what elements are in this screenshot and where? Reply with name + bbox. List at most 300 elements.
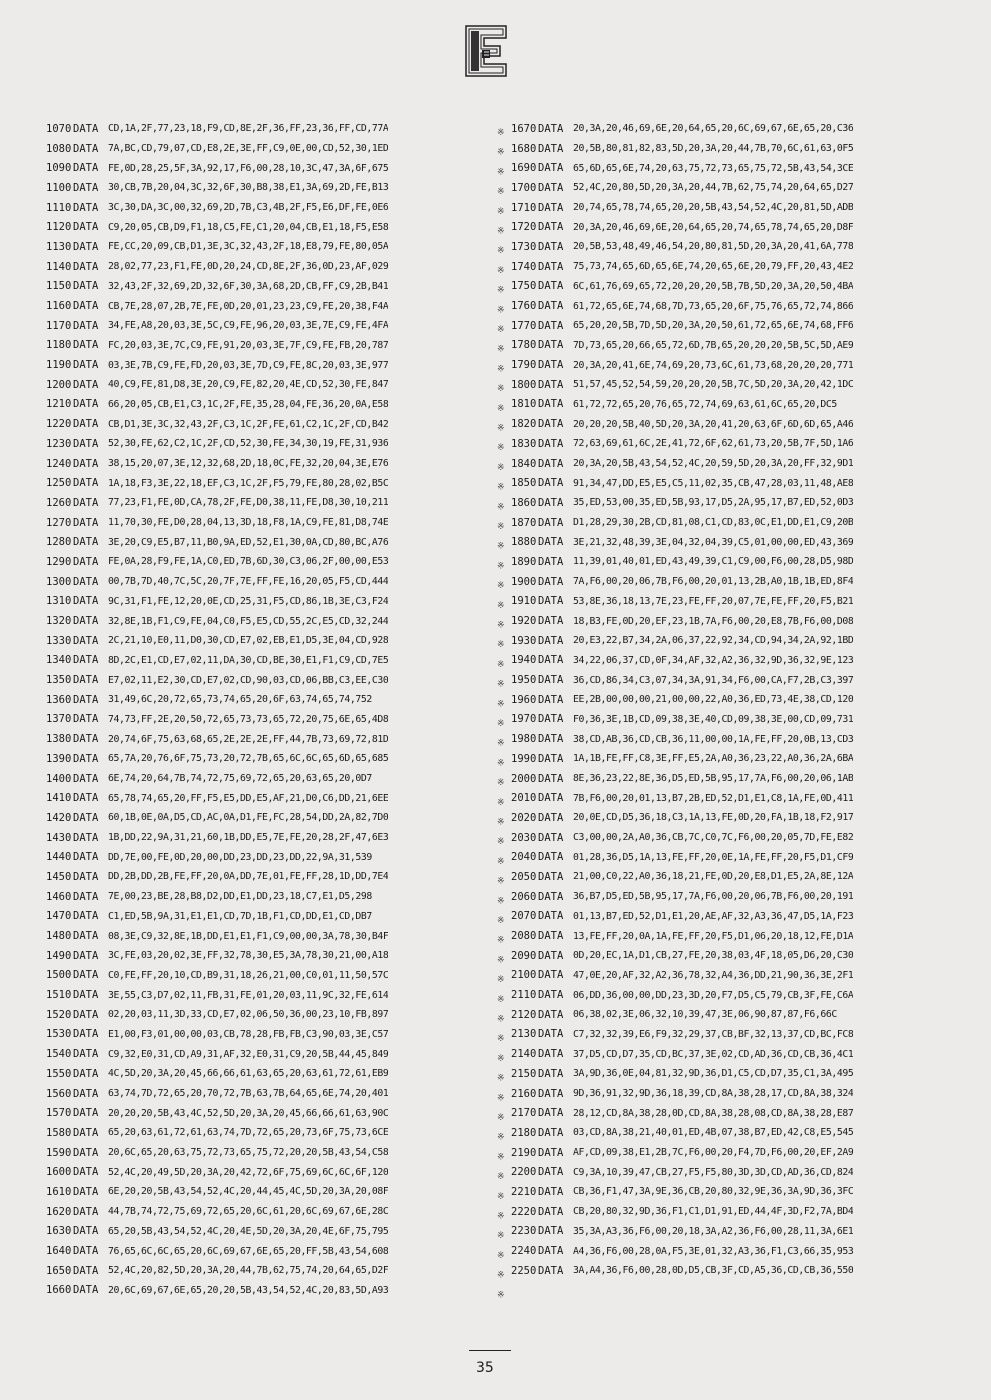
left-listing-column [46,119,490,1300]
data-keyword: DATA [73,1166,99,1179]
data-keyword: DATA [538,398,564,411]
data-line [46,1123,490,1143]
separator-mark: ※ [497,226,505,237]
line-number: 1530 [46,1028,72,1041]
separator-mark: ※ [497,659,505,670]
separator-mark: ※ [497,344,505,355]
data-keyword: DATA [73,1067,99,1080]
data-line [46,237,490,257]
line-number: 2010 [511,792,537,805]
data-keyword: DATA [538,1146,564,1159]
data-keyword: DATA [73,142,99,155]
hex-values: 6C,61,76,69,65,72,20,20,20,5B,7B,5D,20,3A,20,50,4BA [573,280,854,292]
data-line [511,257,971,277]
line-number: 1250 [46,477,72,490]
hex-values: DD,2B,DD,2B,FE,FF,20,0A,DD,7E,01,FE,FF,28,1D,DD,7E4 [108,871,389,883]
hex-values: 7A,F6,00,20,06,7B,F6,00,20,01,13,2B,A0,1B,1B,ED,8F4 [573,576,854,588]
separator-mark: ※ [497,285,505,296]
hex-values: 75,73,74,65,6D,65,6E,74,20,65,6E,20,79,FF,20,43,4E2 [573,261,854,273]
data-keyword: DATA [73,870,99,883]
hex-values: AF,CD,09,38,E1,2B,7C,F6,00,20,F4,7D,F6,00,20,EF,2A9 [573,1147,854,1159]
line-number: 2250 [511,1264,537,1277]
hex-values: 60,1B,0E,0A,D5,CD,AC,0A,D1,FE,FC,28,54,DD,2A,82,7D0 [108,812,389,824]
right-listing-column [511,119,971,1281]
line-number: 2240 [511,1245,537,1258]
data-line [511,237,971,257]
data-line [46,1222,490,1242]
hex-values: 38,15,20,07,3E,12,32,68,2D,18,0C,FE,32,20,04,3E,E76 [108,458,389,470]
data-line [46,651,490,671]
data-keyword: DATA [538,713,564,726]
hex-values: FE,0D,28,25,5F,3A,92,17,F6,00,28,10,3C,47,3A,6F,675 [108,162,389,174]
data-keyword: DATA [73,1264,99,1277]
data-line [46,1044,490,1064]
line-number: 1490 [46,949,72,962]
data-line [46,1005,490,1025]
data-line [511,611,971,631]
hex-values: 20,6C,65,20,63,75,72,73,65,75,72,20,20,5B,43,54,C58 [108,1147,389,1159]
hex-values: 7E,00,23,BE,28,B8,D2,DD,E1,DD,23,18,C7,E1,D5,298 [108,891,372,903]
hex-values: 3E,21,32,48,39,3E,04,32,04,39,C5,01,00,00,ED,43,369 [573,536,854,548]
hex-values: E7,02,11,E2,30,CD,E7,02,CD,90,03,CD,06,BB,C3,EE,C30 [108,674,389,686]
data-keyword: DATA [538,989,564,1002]
line-number: 1550 [46,1067,72,1080]
data-line [511,769,971,789]
hex-values: 20,E3,22,B7,34,2A,06,37,22,92,34,CD,94,34,2A,92,1BD [573,635,854,647]
data-keyword: DATA [538,280,564,293]
separator-mark: ※ [497,817,505,828]
data-keyword: DATA [538,378,564,391]
hex-values: 20,74,6F,75,63,68,65,2E,2E,2E,FF,44,7B,73,69,72,81D [108,733,389,745]
data-keyword: DATA [538,674,564,687]
separator-mark: ※ [497,1113,505,1123]
hex-values: 36,B7,D5,ED,5B,95,17,7A,F6,00,20,06,7B,F6,00,20,191 [573,891,854,903]
data-line [46,690,490,710]
data-keyword: DATA [538,575,564,588]
data-keyword: DATA [538,969,564,982]
hex-values: 02,20,03,11,3D,33,CD,E7,02,06,50,36,00,23,10,FB,897 [108,1009,389,1021]
separator-mark: ※ [497,305,505,316]
line-number: 1880 [511,536,537,549]
line-number: 1410 [46,792,72,805]
line-number: 1640 [46,1245,72,1258]
hex-values: CB,7E,28,07,2B,7E,FE,0D,20,01,23,23,C9,FE,20,38,F4A [108,300,389,312]
hex-values: 9D,36,91,32,9D,36,18,39,CD,8A,38,28,17,CD,8A,38,324 [573,1088,854,1100]
hex-values: 6E,20,20,5B,43,54,52,4C,20,44,45,4C,5D,20,3A,20,08F [108,1186,389,1198]
separator-mark: ※ [497,206,505,217]
hex-values: FC,20,03,3E,7C,C9,FE,91,20,03,3E,7F,C9,FE,FB,20,787 [108,339,389,351]
hex-values: 34,22,06,37,CD,0F,34,AF,32,A2,36,32,9D,36,32,9E,123 [573,654,854,666]
hex-values: 03,CD,8A,38,21,40,01,ED,4B,07,38,B7,ED,42,C8,E5,545 [573,1127,854,1139]
data-line [46,1281,490,1301]
hex-values: CB,D1,3E,3C,32,43,2F,C3,1C,2F,FE,61,C2,1C,2F,CD,B42 [108,418,389,430]
hex-values: 8E,36,23,22,8E,36,D5,ED,5B,95,17,7A,F6,00,20,06,1AB [573,773,854,785]
line-number: 1330 [46,634,72,647]
hex-values: 3A,9D,36,0E,04,81,32,9D,36,D1,C5,CD,D7,35,C1,3A,495 [573,1068,854,1080]
data-line [46,336,490,356]
hex-values: 01,13,B7,ED,52,D1,E1,20,AE,AF,32,A3,36,47,D5,1A,F23 [573,910,854,922]
line-number: 1700 [511,181,537,194]
line-number: 1080 [46,142,72,155]
data-line [511,729,971,749]
hex-values: E1,00,F3,01,00,00,03,CB,78,28,FB,FB,C3,90,03,3E,C57 [108,1028,389,1040]
data-keyword: DATA [538,1048,564,1061]
data-keyword: DATA [538,457,564,470]
hex-values: C9,3A,10,39,47,CB,27,F5,F5,80,3D,3D,CD,AD,36,CD,824 [573,1166,854,1178]
hex-values: 37,D5,CD,D7,35,CD,BC,37,3E,02,CD,AD,36,CD,CB,36,4C1 [573,1048,854,1060]
data-line [46,788,490,808]
separator-mark: ※ [497,443,505,454]
separator-mark: ※ [497,541,505,552]
line-number: 1210 [46,398,72,411]
data-line [511,1084,971,1104]
data-keyword: DATA [538,910,564,923]
line-number: 1440 [46,851,72,864]
line-number: 1870 [511,516,537,529]
data-line [511,375,971,395]
line-number: 1120 [46,221,72,234]
separator-mark: ※ [497,1132,505,1143]
data-keyword: DATA [73,1008,99,1021]
data-line [511,414,971,434]
line-number: 1740 [511,260,537,273]
data-keyword: DATA [538,260,564,273]
data-keyword: DATA [538,1245,564,1258]
hex-values: 20,20,20,5B,40,5D,20,3A,20,41,20,63,6F,6D,6D,65,A46 [573,418,854,430]
hex-values: 0D,20,EC,1A,D1,CB,27,FE,20,38,03,4F,18,05,D6,20,C30 [573,950,854,962]
hex-values: 65,20,20,5B,7D,5D,20,3A,20,50,61,72,65,6E,74,68,FF6 [573,320,854,332]
hex-values: 8D,2C,E1,CD,E7,02,11,DA,30,CD,BE,30,E1,F1,C9,CD,7E5 [108,654,389,666]
hex-values: 06,DD,36,00,00,DD,23,3D,20,F7,D5,C5,79,CB,3F,FE,C6A [573,989,854,1001]
data-line [511,1025,971,1045]
separator-mark: ※ [497,561,505,572]
data-line [46,1261,490,1281]
line-number: 1070 [46,122,72,135]
data-line [511,532,971,552]
data-line [511,788,971,808]
data-line [46,926,490,946]
data-keyword: DATA [73,398,99,411]
data-keyword: DATA [73,1087,99,1100]
data-line [511,572,971,592]
data-keyword: DATA [73,536,99,549]
data-keyword: DATA [73,1205,99,1218]
hex-values: 9C,31,F1,FE,12,20,0E,CD,25,31,F5,CD,86,1B,3E,C3,F24 [108,595,389,607]
data-line [511,316,971,336]
data-keyword: DATA [538,654,564,667]
hex-values: 91,34,47,DD,E5,E5,C5,11,02,35,CB,47,28,03,11,48,AE8 [573,477,854,489]
line-number: 1760 [511,300,537,313]
separator-mark: ※ [497,994,505,1005]
hex-values: 52,4C,20,82,5D,20,3A,20,44,7B,62,75,74,20,64,65,D2F [108,1265,389,1277]
data-line [46,434,490,454]
data-keyword: DATA [73,733,99,746]
line-number: 2120 [511,1008,537,1021]
line-number: 1780 [511,339,537,352]
separator-mark: ※ [497,1270,505,1281]
data-line [511,985,971,1005]
separator-mark: ※ [497,364,505,375]
line-number: 1610 [46,1185,72,1198]
separator-mark: ※ [497,1290,505,1301]
hex-values: 20,6C,69,67,6E,65,20,20,5B,43,54,52,4C,20,83,5D,A93 [108,1284,389,1296]
line-number: 1930 [511,634,537,647]
data-keyword: DATA [538,339,564,352]
data-line [511,1103,971,1123]
data-line [511,1064,971,1084]
hex-values: 34,FE,A8,20,03,3E,5C,C9,FE,96,20,03,3E,7E,C9,FE,4FA [108,320,389,332]
data-line [511,1241,971,1261]
line-number: 1690 [511,162,537,175]
data-keyword: DATA [73,516,99,529]
data-line [46,454,490,474]
hex-values: C9,32,E0,31,CD,A9,31,AF,32,E0,31,C9,20,5B,44,45,849 [108,1048,389,1060]
line-number: 1100 [46,181,72,194]
data-line [511,651,971,671]
line-number: 2150 [511,1067,537,1080]
line-number: 1500 [46,969,72,982]
hex-values: 35,ED,53,00,35,ED,5B,93,17,D5,2A,95,17,B7,ED,52,0D3 [573,497,854,509]
line-number: 1540 [46,1048,72,1061]
data-line [511,631,971,651]
hex-values: 3E,20,C9,E5,B7,11,B0,9A,ED,52,E1,30,0A,CD,80,BC,A76 [108,536,389,548]
line-number: 1260 [46,496,72,509]
data-keyword: DATA [73,634,99,647]
hex-values: C9,20,05,CB,D9,F1,18,C5,FE,C1,20,04,CB,E1,18,F5,E58 [108,221,389,233]
separator-mark: ※ [497,462,505,473]
data-keyword: DATA [538,162,564,175]
data-line [46,966,490,986]
separator-mark: ※ [497,147,505,158]
hex-values: 13,FE,FF,20,0A,1A,FE,FF,20,F5,D1,06,20,18,12,FE,D1A [573,930,854,942]
data-keyword: DATA [73,713,99,726]
separator-mark: ※ [497,640,505,651]
data-line [46,867,490,887]
data-keyword: DATA [73,437,99,450]
data-keyword: DATA [538,693,564,706]
line-number: 1900 [511,575,537,588]
separator-mark: ※ [497,581,505,592]
data-keyword: DATA [73,122,99,135]
line-number: 1920 [511,615,537,628]
data-line [511,139,971,159]
data-keyword: DATA [538,949,564,962]
hex-values: 47,0E,20,AF,32,A2,36,78,32,A4,36,DD,21,90,36,3E,2F1 [573,969,854,981]
hex-values: 72,63,69,61,6C,2E,41,72,6F,62,61,73,20,5B,7F,5D,1A6 [573,438,854,450]
data-line [511,670,971,690]
hex-values: 03,3E,7B,C9,FE,FD,20,03,3E,7D,C9,FE,8C,20,03,3E,977 [108,359,389,371]
data-keyword: DATA [538,615,564,628]
data-keyword: DATA [73,1048,99,1061]
line-number: 2190 [511,1146,537,1159]
data-keyword: DATA [538,201,564,214]
line-number: 2100 [511,969,537,982]
line-number: 1710 [511,201,537,214]
data-keyword: DATA [538,890,564,903]
hex-values: 20,3A,20,46,69,6E,20,64,65,20,74,65,78,74,65,20,D8F [573,221,854,233]
line-number: 1090 [46,162,72,175]
separator-mark: ※ [497,620,505,631]
data-line [46,139,490,159]
data-keyword: DATA [538,733,564,746]
data-keyword: DATA [538,1205,564,1218]
hex-values: 65,6D,65,6E,74,20,63,75,72,73,65,75,72,5B,43,54,3CE [573,162,854,174]
line-number: 1290 [46,555,72,568]
data-line [511,592,971,612]
data-keyword: DATA [538,1028,564,1041]
line-number: 1270 [46,516,72,529]
hex-values: 38,CD,AB,36,CD,CB,36,11,00,00,1A,FE,FF,20,0B,13,CD3 [573,733,854,745]
hex-values: 20,5B,80,81,82,83,5D,20,3A,20,44,7B,70,6C,61,63,0F5 [573,143,854,155]
hex-values: 3E,55,C3,D7,02,11,FB,31,FE,01,20,03,11,9C,32,FE,614 [108,989,389,1001]
separator-mark: ※ [497,522,505,532]
hex-values: 53,8E,36,18,13,7E,23,FE,FF,20,07,7E,FE,FF,20,F5,B21 [573,595,854,607]
data-line [511,926,971,946]
data-keyword: DATA [538,122,564,135]
data-keyword: DATA [538,240,564,253]
line-number: 2200 [511,1166,537,1179]
line-number: 1390 [46,752,72,765]
data-keyword: DATA [73,162,99,175]
data-line [46,907,490,927]
hex-values: 65,20,63,61,72,61,63,74,7D,72,65,20,73,6F,75,73,6CE [108,1127,389,1139]
hex-values: EE,2B,00,00,00,21,00,00,22,A0,36,ED,73,4E,38,CD,120 [573,694,854,706]
line-number: 1980 [511,733,537,746]
data-line [511,966,971,986]
data-line [46,887,490,907]
separator-mark: ※ [497,1172,505,1183]
data-keyword: DATA [73,693,99,706]
line-number: 1450 [46,870,72,883]
data-line [46,217,490,237]
hex-values: 74,73,FF,2E,20,50,72,65,73,73,65,72,20,75,6E,65,4D8 [108,713,389,725]
line-number: 1150 [46,280,72,293]
line-number: 1890 [511,555,537,568]
line-number: 1360 [46,693,72,706]
data-line [46,532,490,552]
line-number: 1750 [511,280,537,293]
separator-mark: ※ [497,1211,505,1222]
hex-values: 01,28,36,D5,1A,13,FE,FF,20,0E,1A,FE,FF,20,F5,D1,CF9 [573,851,854,863]
hex-values: F0,36,3E,1B,CD,09,38,3E,40,CD,09,38,3E,00,CD,09,731 [573,713,854,725]
line-number: 1460 [46,890,72,903]
data-line [46,513,490,533]
data-line [46,316,490,336]
data-keyword: DATA [73,615,99,628]
hex-values: 08,3E,C9,32,8E,1B,DD,E1,E1,F1,C9,00,00,3A,78,30,B4F [108,930,389,942]
data-keyword: DATA [73,496,99,509]
hex-values: A4,36,F6,00,28,0A,F5,3E,01,32,A3,36,F1,C3,66,35,953 [573,1245,854,1257]
hex-values: 1B,DD,22,9A,31,21,60,1B,DD,E5,7E,FE,20,28,2F,47,6E3 [108,832,389,844]
data-keyword: DATA [538,142,564,155]
data-line [46,670,490,690]
hex-values: 6E,74,20,64,7B,74,72,75,69,72,65,20,63,65,20,0D7 [108,773,372,785]
separator-mark: ※ [497,128,505,138]
separator-mark: ※ [497,975,505,986]
hex-values: 20,20,20,5B,43,4C,52,5D,20,3A,20,45,66,66,61,63,90C [108,1107,389,1119]
data-keyword: DATA [538,792,564,805]
data-keyword: DATA [73,418,99,431]
hex-values: 00,7B,7D,40,7C,5C,20,7F,7E,FF,FE,16,20,05,F5,CD,444 [108,576,389,588]
line-number: 1110 [46,201,72,214]
hex-values: DD,7E,00,FE,0D,20,00,DD,23,DD,23,DD,22,9A,31,539 [108,851,372,863]
line-number: 1220 [46,418,72,431]
hex-values: 32,43,2F,32,69,2D,32,6F,30,3A,68,2D,CB,FF,C9,2B,B41 [108,280,389,292]
data-keyword: DATA [538,1264,564,1277]
data-line [46,296,490,316]
data-keyword: DATA [538,752,564,765]
line-number: 1300 [46,575,72,588]
data-keyword: DATA [538,851,564,864]
data-keyword: DATA [538,1166,564,1179]
line-number: 1240 [46,457,72,470]
data-line [46,552,490,572]
data-line [511,690,971,710]
data-line [46,1241,490,1261]
line-number: 1990 [511,752,537,765]
data-line [511,710,971,730]
hex-values: 28,02,77,23,F1,FE,0D,20,24,CD,8E,2F,36,0D,23,AF,029 [108,261,389,273]
data-keyword: DATA [73,989,99,1002]
line-number: 1830 [511,437,537,450]
data-line [46,1162,490,1182]
separator-mark: ※ [497,423,505,434]
separator-mark: ※ [497,837,505,848]
data-line [511,296,971,316]
line-number: 1520 [46,1008,72,1021]
hex-values: 20,74,65,78,74,65,20,20,5B,43,54,52,4C,20,81,5D,ADB [573,202,854,214]
data-line [511,1182,971,1202]
data-keyword: DATA [538,181,564,194]
line-number: 1180 [46,339,72,352]
hex-values: 20,0E,CD,D5,36,18,C3,1A,13,FE,0D,20,FA,1B,18,F2,917 [573,812,854,824]
data-line [511,434,971,454]
line-number: 1170 [46,319,72,332]
hex-values: C3,00,00,2A,A0,36,CB,7C,C0,7C,F6,00,20,05,7D,FE,E82 [573,832,854,844]
hex-values: 61,72,65,6E,74,68,7D,73,65,20,6F,75,76,65,72,74,866 [573,300,854,312]
data-keyword: DATA [73,555,99,568]
data-line [511,217,971,237]
line-number: 1340 [46,654,72,667]
data-keyword: DATA [73,201,99,214]
line-number: 2030 [511,831,537,844]
line-number: 1910 [511,595,537,608]
data-line [46,473,490,493]
data-line [46,178,490,198]
data-keyword: DATA [538,1008,564,1021]
data-keyword: DATA [538,496,564,509]
E-letter-icon [462,22,512,80]
data-keyword: DATA [73,949,99,962]
hex-values: 36,CD,86,34,C3,07,34,3A,91,34,F6,00,CA,F7,2B,C3,397 [573,674,854,686]
hex-values: 21,00,C0,22,A0,36,18,21,FE,0D,20,E8,D1,E5,2A,8E,12A [573,871,854,883]
column-separator [494,123,508,1303]
hex-values: CD,1A,2F,77,23,18,F9,CD,8E,2F,36,FF,23,36,FF,CD,77A [108,123,389,135]
hex-values: 52,4C,20,80,5D,20,3A,20,44,7B,62,75,74,20,64,65,D27 [573,182,854,194]
hex-values: 61,72,72,65,20,76,65,72,74,69,63,61,6C,65,20,DC5 [573,398,837,410]
data-line [511,1123,971,1143]
line-number: 2230 [511,1225,537,1238]
data-keyword: DATA [538,1185,564,1198]
data-line [46,946,490,966]
data-keyword: DATA [73,240,99,253]
data-keyword: DATA [73,851,99,864]
line-number: 1560 [46,1087,72,1100]
separator-mark: ※ [497,482,505,493]
hex-values: 40,C9,FE,81,D8,3E,20,C9,FE,82,20,4E,CD,52,30,FE,847 [108,379,389,391]
data-line [46,729,490,749]
data-line [511,1005,971,1025]
